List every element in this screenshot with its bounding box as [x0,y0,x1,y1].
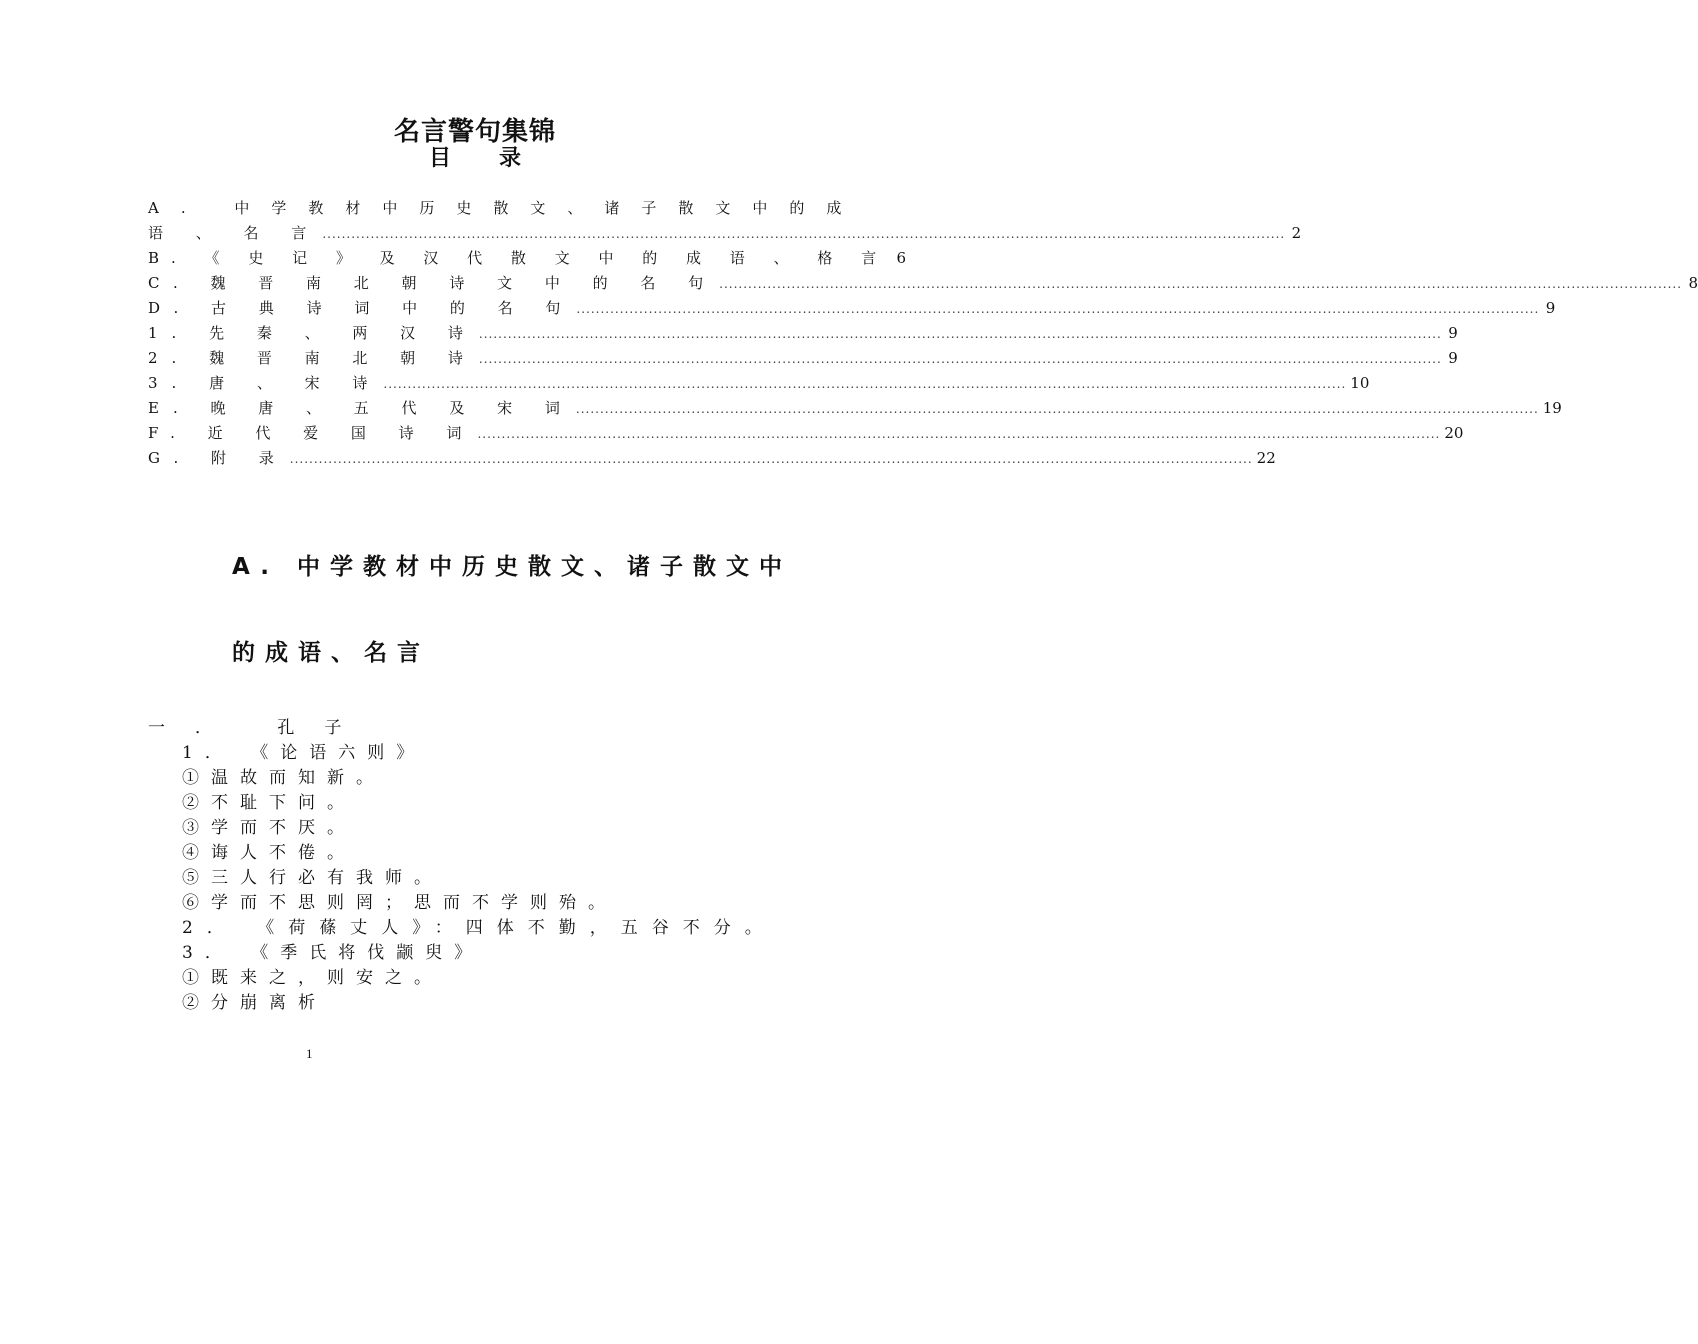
section-heading-line-2: 的成语、名言 [232,640,430,666]
quote-item: ②不耻下问。 [182,793,356,813]
toc-entry-page: 19 [1542,399,1562,417]
quote-item: ⑤三人行必有我师。 [182,868,443,888]
section-heading-line-1: A. 中学教材中历史散文、诸子散文中 [232,554,792,580]
quote-item: ④诲人不倦。 [182,843,356,863]
toc-leader-dots: ........................................................................................................................................................................................................ [576,302,1540,316]
toc-entry-label: 2. 魏 晋 南 北 朝 诗 [148,349,477,367]
toc-entry-label: G. 附 录 [148,449,288,467]
toc-entry-page: 20 [1444,424,1464,442]
quote-item: ③学而不厌。 [182,818,356,838]
toc-entry[interactable] [148,421,1464,446]
quote-item: ①既来之，则安之。 [182,968,443,988]
toc-leader-dots: ........................................................................................................................................................................................................ [477,427,1441,441]
subsection-heading: 一． 孔子 [148,718,372,738]
toc-entry[interactable] [148,446,1276,471]
toc-entry-page: 2 [1291,224,1302,242]
toc-entry-page: 8 [1688,274,1698,292]
toc-entry-label: D. 古 典 诗 词 中 的 名 句 [148,299,575,317]
article-title: 3． 《季氏将伐颛臾》 [182,943,484,963]
toc-entry[interactable] [148,271,1698,296]
toc-entry-label: B. 《 史 记 》 及 汉 代 散 文 中 的 成 语 、 格 言 [148,249,889,267]
toc-entry-label: 语 、 名 言 [148,224,321,242]
table-of-contents [148,196,1698,471]
toc-entry[interactable] [148,321,1458,346]
toc-entry[interactable] [148,221,1302,246]
toc-leader-dots: ........................................................................................................................................................................................................ [575,402,1539,416]
toc-entry-label: C. 魏 晋 南 北 朝 诗 文 中 的 名 句 [148,274,718,292]
toc-entry-page: 6 [896,249,907,267]
page-number: 1 [306,1046,313,1061]
toc-entry-page: 10 [1350,374,1370,392]
section-content [148,716,808,1016]
toc-title: 目录 [428,146,569,171]
toc-entry[interactable] [148,296,1556,321]
toc-entry-page: 9 [1545,299,1556,317]
article-title: 2． 《荷蓧丈人》：四体不勤，五谷不分。 [182,918,776,938]
toc-leader-dots: ........................................................................................................................................................................................................ [289,452,1253,466]
toc-entry-page: 9 [1448,324,1458,342]
article-title: 1． 《论语六则》 [182,743,426,763]
toc-entry-a-first-line: A. 中学教材中历史散文、诸子散文中的成 [148,199,864,217]
toc-entry-page: 22 [1256,449,1276,467]
toc-entry[interactable] [148,346,1458,371]
toc-leader-dots: ........................................................................................................................................................................................................ [383,377,1347,391]
toc-leader-dots: ........................................................................................................................................................................................................ [478,327,1442,341]
toc-entry[interactable] [148,371,1370,396]
toc-entry[interactable] [148,396,1562,421]
toc-leader-dots: ........................................................................................................................................................................................................ [719,277,1683,291]
toc-leader-dots: ........................................................................................................................................................................................................ [322,227,1286,241]
quote-item: ①温故而知新。 [182,768,385,788]
document-title: 名言警句集锦 [393,117,556,147]
quote-item: ②分崩离析 [182,993,327,1013]
quote-item: ⑥学而不思则罔；思而不学则殆。 [182,893,617,913]
toc-entry[interactable] [148,246,907,271]
toc-entry-label: F. 近 代 爱 国 诗 词 [148,424,476,442]
toc-entry-label: 1. 先 秦 、 两 汉 诗 [148,324,477,342]
toc-entry-page: 9 [1448,349,1458,367]
toc-entry-label: E. 晚 唐 、 五 代 及 宋 词 [148,399,574,417]
toc-entry-label: 3. 唐 、 宋 诗 [148,374,382,392]
toc-leader-dots: ........................................................................................................................................................................................................ [478,352,1442,366]
